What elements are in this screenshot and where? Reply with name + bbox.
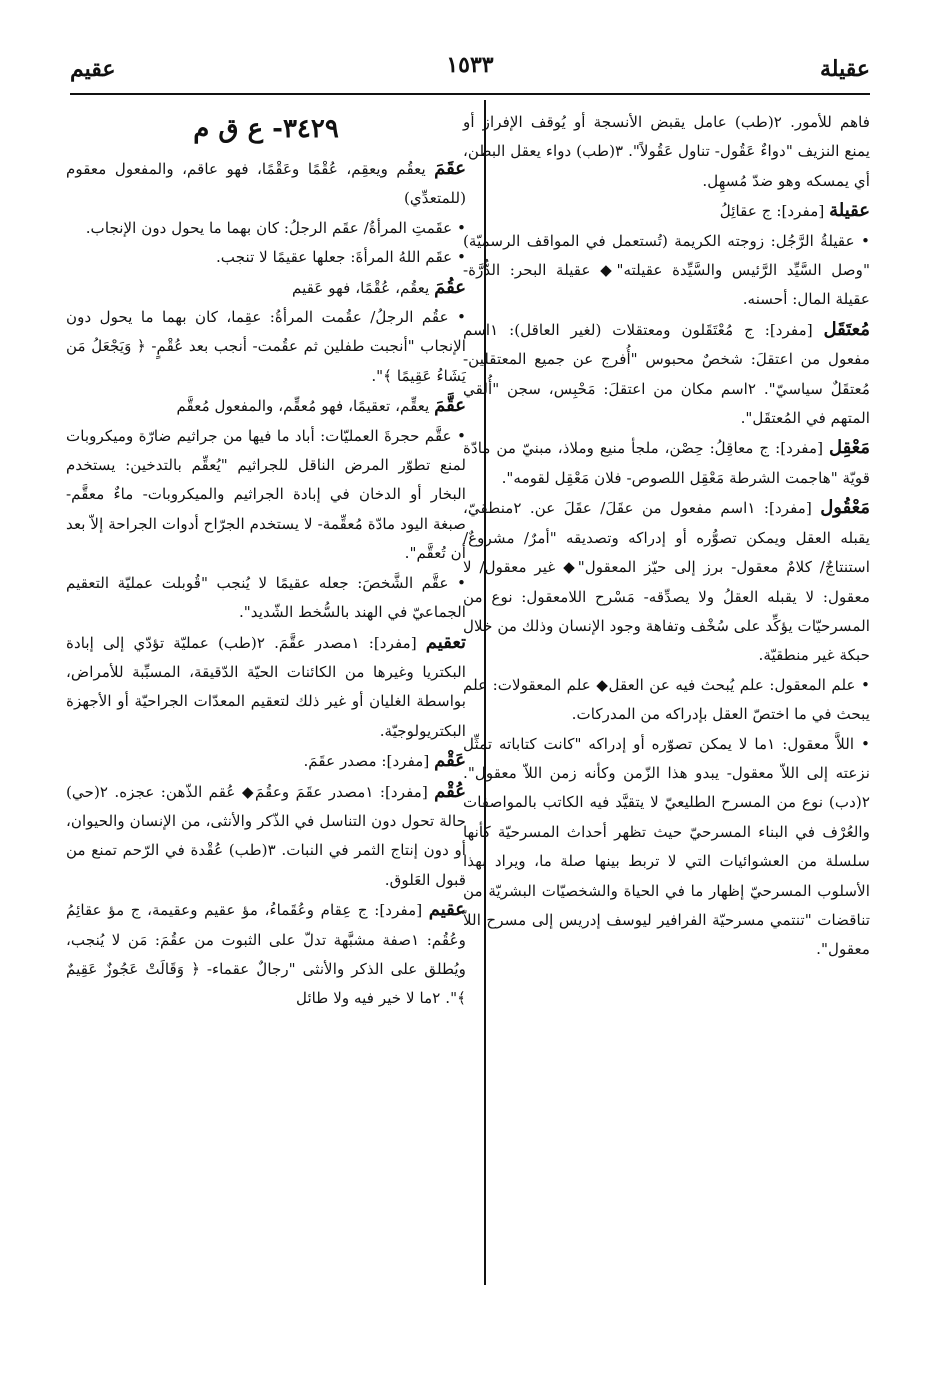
headword: عَقْم bbox=[434, 750, 466, 772]
entry-text: • عقَّم حجرةَ العمليّات: أباد ما فيها من جراثيم ضارّة وميكروبات لمنع تطوّر المرض الناقل للجراثيم "يُعقِّم بالتدخين: يستخدم البخار أو الدخان في إبادة الجراثيم والميكروبات- ماءٌ معقَّم- صبغة اليود مادّة مُعقِّمة- لا يستخدم الجرّاح أدوات الجراحة إلاّ بعد أن تُعقَّم". bbox=[66, 426, 466, 563]
entry-text: [مفرد]: ج عِقام وعُقَماءُ، مؤ عقيم وعقيمة، ج مؤ عقائِمُ وعُقُم: ١صفة مشبَّهة تدلّ على الثبوت من عقُمَ: مَن لا يُنجب، ويُطلق على الذكر والأنثى "رجالٌ عقماء- ﴿ وَقَالَتْ عَجُوزٌ عَقِيمٌ ﴾". ٢ما لا خير فيه ولا طائل bbox=[66, 901, 466, 1008]
entry-text: [مفرد]: ج مُعْتَقَلون ومعتقلات (لغير العاقل): ١اسم مفعول من اعتقلَ: شخصٌ محبوس "أُفرج عن جميع المعتقلين- مُعتقَلٌ سياسيّ". ٢اسم مكان من اعتقلَ: مَحْبِس، سجن "أُلقي المتهم في المُعتقَل". bbox=[463, 320, 870, 428]
entry bbox=[463, 315, 870, 434]
guide-word-left: عقيم bbox=[70, 56, 116, 82]
headword: عقيم bbox=[428, 899, 466, 921]
headword: مَعْقِل bbox=[828, 437, 870, 459]
entry bbox=[66, 628, 466, 747]
headword: عقيلة bbox=[829, 200, 870, 222]
entry bbox=[66, 243, 466, 272]
entry-text: • عقيلةُ الرَّجُل: زوجته الكريمة (تُستعمل في المواقف الرسميّة) "وصل السَّيِّد الرَّئيس والسَّيِّدة عقيلته"◆ عقيلة البحر: الدُّرَّة- عقيلة المال: أحسنه. bbox=[463, 231, 870, 309]
guide-word-right: عقيلة bbox=[820, 56, 870, 82]
entry-text: • علم المعقول: علم يُبحث فيه عن العقل◆ علم المعقولات: علم يبحث في ما اختصّ العقل بإدراكه من المدركات. bbox=[463, 675, 870, 724]
entry-text: [مفرد]: مصدر عقَمَ. bbox=[303, 752, 435, 771]
entry bbox=[66, 746, 466, 776]
entry-text: [مفرد]: ١مصدر عقَمَ وعقُمَ◆ عُقم الذّهن: عجزه. ٢(حي) حالة تحول دون التناسل في الذّكر والأنثى، من الإنسان والحيوان، أو دون إنتاج الثمر في النبات. ٣(طب) عُقْدة في الرّحم تمنع من قبول العَلوق. bbox=[66, 782, 466, 889]
entry bbox=[463, 433, 870, 493]
entry-text: [مفرد]: ١اسم مفعول من عقَلَ/ عقَلَ عن. ٢منطقيّ، يقبله العقل ويمكن تصوُّره أو إدراكه وتصديقه "أمرٌ/ مشروعٌ/ استنتاجٌ/ كلامٌ معقول- برز إلى حيّز المعقول"◆ غير معقول/ لا معقول: لا يقبله العقلُ ولا يصدِّقه- مَسْرح اللامعقول: نوع من المسرحيّات يؤكِّد على سُخْف وتفاهة وجود الإنسان وذلك من خلال حبكة غير منطقيّة. bbox=[463, 499, 870, 665]
headword: عقُمَ bbox=[434, 276, 466, 298]
entry-text: يعقُم ويعقِم، عُقْمًا وعَقْمًا، فهو عاقم، والمفعول معقوم (للمتعدِّي) bbox=[66, 160, 466, 208]
entry bbox=[66, 777, 466, 896]
headword: مَعْقُول bbox=[820, 497, 870, 519]
entry bbox=[66, 391, 466, 421]
entry bbox=[66, 154, 466, 214]
entry bbox=[66, 273, 466, 303]
entry bbox=[66, 214, 466, 243]
entry bbox=[463, 493, 870, 670]
entry bbox=[66, 569, 466, 628]
entry bbox=[463, 227, 870, 315]
entry-text: • عقَم اللهُ المرأةَ: جعلها عقيمًا لا تنجب. bbox=[215, 248, 466, 267]
entry bbox=[66, 303, 466, 391]
entry bbox=[66, 422, 466, 569]
entry-text: [مفرد]: ج عقائِلُ bbox=[719, 202, 830, 221]
page-number: ١٥٣٣ bbox=[446, 52, 494, 78]
headword: عُقْم bbox=[434, 780, 466, 802]
entry-text: [مفرد]: ج معاقِلُ: حِصْن، ملجأ منيع وملاذ، مبنيّ من مادّة قويّة "هاجمت الشرطة مَعْقِل اللصوص- فلان مَعْقِل لقومه". bbox=[463, 439, 870, 487]
entry-text: • عقَّم الشَّخصَ: جعله عقيمًا لا يُنجب "قُوبلت عمليّة التعقيم الجماعيّ في الهند بالسُّخط الشّديد". bbox=[66, 573, 466, 622]
entry bbox=[463, 730, 870, 965]
headword: تعقيم bbox=[425, 631, 467, 653]
headword: عقَّمَ bbox=[434, 395, 466, 417]
left-column bbox=[66, 108, 466, 1014]
entry-text: • عقُم الرجلُ/ عقُمت المرأةُ: عقِما، كان بهما ما يحول دون الإنجاب "أنجبت طفلين ثم عقُمت- أنجب بعد عُقْمٍ- ﴿ وَيَجْعَلُ مَن يَشَاءُ عَقِيمًا ﴾". bbox=[66, 308, 466, 385]
root-title: ٣٤٢٩- ع ق م bbox=[193, 114, 339, 144]
entry-text: يعقُم، عُقْمًا، فهو عَقيم bbox=[292, 278, 435, 297]
headword: مُعتَقَل bbox=[823, 318, 870, 340]
entry-text: فاهم للأمور. ٢(طب) عامل يقبض الأنسجة أو يُوقف الإفراز أو يمنع النزيف "دواءٌ عَقُول- تناول عَقُولاً". ٣(طب) دواء يعقل البطن، أي يمسكه وهو ضدّ مُسهِل. bbox=[463, 113, 870, 190]
entry-text: [مفرد]: ١مصدر عقَّمَ. ٢(طب) عمليّة تؤدّي إلى إبادة البكتريا وغيرها من الكائنات الحيّة الدّقيقة، المسبِّبة للأمراض، بواسطة الغليان أو غير ذلك لتعقيم المعدّات الجراحيّة أو الأجهزة البكتريولوجيّة. bbox=[66, 633, 466, 740]
entry bbox=[463, 671, 870, 730]
right-column bbox=[463, 108, 870, 965]
entry bbox=[66, 895, 466, 1014]
entry bbox=[463, 196, 870, 226]
headword: عقَمَ bbox=[434, 158, 466, 179]
page-header bbox=[70, 52, 870, 92]
header-rule bbox=[70, 93, 870, 95]
entry-text: يعقِّم، تعقيمًا، فهو مُعقِّم، والمفعول مُعقَّم bbox=[176, 397, 435, 416]
entry-text: • اللاَّ معقول: ١ما لا يمكن تصوّره أو إدراكه "كانت كتاباته تمثِّل نزعته إلى اللاّ معقول- يبدو هذا الزّمن وكأنه زمن اللاّ معقول". ٢(دب) نوع من المسرح الطليعيّ لا يتقيَّد فيه الكاتب بالمواصفات والعُرْف في البناء المسرحيّ حيث تظهر أحداث المسرحيّة كأنها سلسلة من العشوائيات التي لا تربط بينها صلة ما، ويراد بهذا الأسلوب المسرحيّ إظهار ما في الحياة والشخصيّات البشريّة من تناقضات "تنتمي مسرحيّة الفرافير ليوسف إدريس إلى مسرح اللاّ معقول". bbox=[463, 734, 870, 959]
entry-text: • عقَمتِ المرأةُ/ عقَم الرجلُ: كان بهما ما يحول دون الإنجاب. bbox=[85, 218, 466, 237]
